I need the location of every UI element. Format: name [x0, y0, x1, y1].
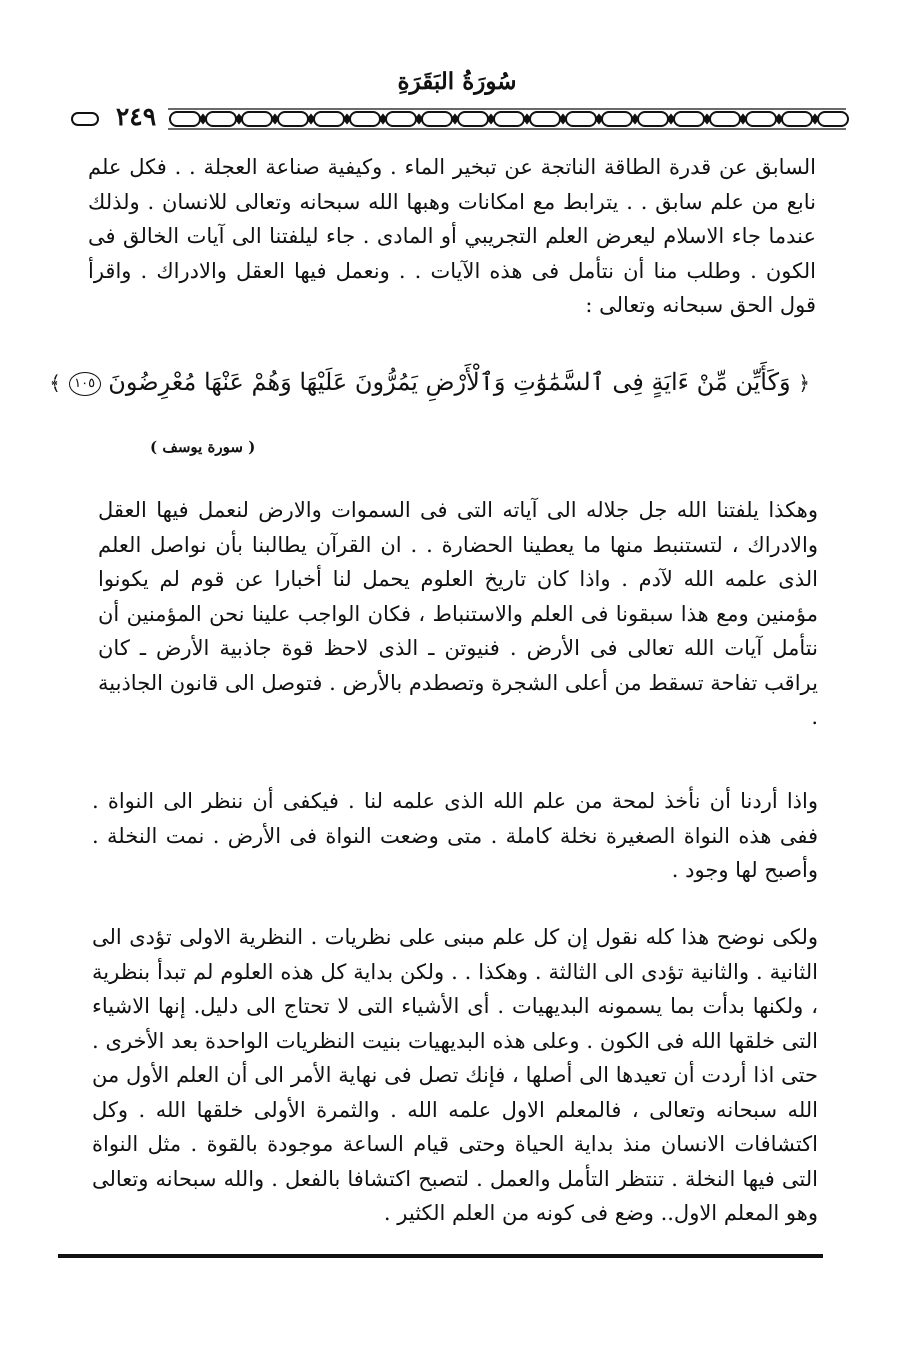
paragraph-3: واذا أردنا أن نأخذ لمحة من علم الله الذى علمه لنا . فيكفى أن ننظر الى النواة . ففى هذه النواة الصغيرة نخلة كاملة . متى وضعت النواة فى الأرض . نمت النخلة . وأصبح لها وجود .: [92, 789, 818, 882]
paragraph-4: ولكى نوضح هذا كله نقول إن كل علم مبنى على نظريات . النظرية الاولى تؤدى الى الثانية . والثانية تؤدى الى الثالثة . وهكذا . . ولكن بداية كل هذه العلوم لم تبدأ بنظرية ، ولكنها بدأت بما يسمونه البديهيات . أى الأشياء التى لا تحتاج الى دليل. إنها الاشياء التى خلقها الله فى الكون . وعلى هذه البديهيات بنيت النظريات الواحدة بعد الأخرى . حتى اذا أردت أن تعيدها الى أصلها ، فإنك تصل فى نهاية الأمر الى أن العلم الأول من الله سبحانه وتعالى ، فالمعلم الاول علمه الله . والثمرة الأولى خلقها الله . وكل اكتشافات الانسان منذ بداية الحياة وحتى قيام الساعة موجودة بالقوة . مثل النواة التى فيها النخلة . تنتظر التأمل والعمل . لتصبح اكتشافا بالفعل . والله سبحانه وتعالى وهو المعلم الاول.. وضع فى كونه من العلم الكثير .: [92, 925, 818, 1225]
chain-link-ornament: [494, 112, 524, 126]
verse-number-badge: ١٠٥: [69, 372, 101, 396]
chain-link-ornament: [602, 112, 632, 126]
verse-close-ornament: ﴾: [49, 371, 61, 395]
chain-link-ornament: [314, 112, 344, 126]
chain-link-ornament: [422, 112, 452, 126]
page-number: ٢٤٩: [110, 102, 162, 131]
chain-link-ornament: [566, 112, 596, 126]
verse-text: وَكَأَيِّن مِّنْ ءَايَةٍ فِى ٱلسَّمَٰوَٰتِ وَٱلْأَرْضِ يَمُرُّونَ عَلَيْهَا وَهُمْ عَنْهَا مُعْرِضُونَ: [108, 368, 791, 396]
surah-title: سُورَةُ البَقَرَةِ: [397, 68, 517, 95]
chain-link-ornament: [386, 112, 416, 126]
chain-link-ornament: [638, 112, 668, 126]
chain-link-ornament: [278, 112, 308, 126]
quran-verse: [49, 362, 810, 403]
chain-link-ornament: [530, 112, 560, 126]
chain-link-ornament: [782, 112, 812, 126]
chain-link-ornament: [746, 112, 776, 126]
chain-link-ornament: [350, 112, 380, 126]
ornamental-header-band: [70, 104, 850, 134]
chain-link-ornament: [206, 112, 236, 126]
chain-link-ornament: [242, 112, 272, 126]
chain-link-ornament: [170, 112, 200, 126]
footer-rule: [58, 1254, 823, 1258]
surah-reference: ( سورة يوسف ): [150, 438, 256, 456]
chain-link-ornament: [818, 112, 848, 126]
verse-open-ornament: ﴿: [798, 371, 810, 395]
chain-link-ornament: [674, 112, 704, 126]
chain-link-ornament: [458, 112, 488, 126]
paragraph-2: وهكذا يلفتنا الله جل جلاله الى آياته التى فى السموات والارض لنعمل فيها العقل والادراك ، لتستنبط منها ما يعطينا الحضارة . . ان القرآن يطالبنا بأن نواصل العلم الذى علمه الله لآدم . واذا كان تاريخ العلوم يحمل لنا أخبارا عن قوم لم يكونوا مؤمنين ومع هذا سبقونا فى العلم والاستنباط ، فكان الواجب علينا نحن المؤمنين أن نتأمل آيات الله تعالى فى الأرض . فنيوتن ـ الذى لاحظ قوة جاذبية الأرض ـ كان يراقب تفاحة تسقط من أعلى الشجرة وتصطدم بالأرض . فتوصل الى قانون الجاذبية .: [98, 498, 818, 729]
chain-link-ornament: [72, 113, 98, 125]
chain-link-ornament: [710, 112, 740, 126]
paragraph-1: السابق عن قدرة الطاقة الناتجة عن تبخير الماء . وكيفية صناعة العجلة . . فكل علم نابع من علم سابق . . يترابط مع امكانات وهبها الله سبحانه وتعالى للانسان . ولذلك عندما جاء الاسلام ليعرض العلم التجريبي أو المادى . جاء ليلفتنا الى آيات الخالق فى الكون . وطلب منا أن نتأمل فى هذه الآيات . . ونعمل فيها العقل والادراك . واقرأ قول الحق سبحانه وتعالى :: [88, 155, 816, 317]
